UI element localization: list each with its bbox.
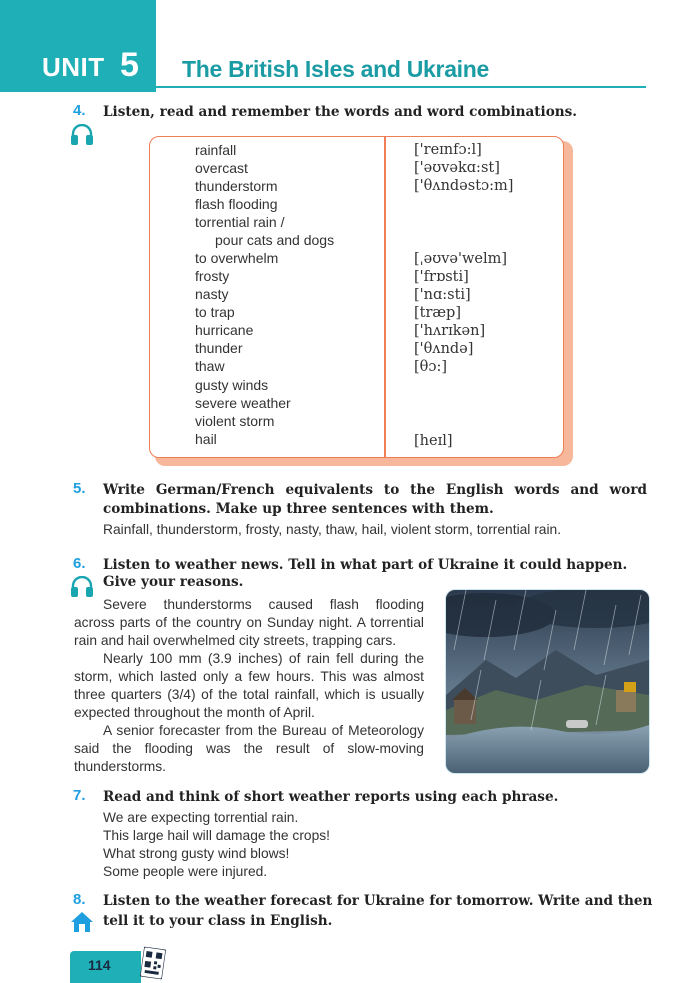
vocab-word: violent storm <box>195 413 275 429</box>
task-4-instruction: Listen, read and remember the words and word combinations. <box>103 104 578 120</box>
vocab-word: torrential rain / <box>195 214 285 230</box>
vocab-transcription: ['frɒsti] <box>414 269 469 285</box>
task-6-number: 6. <box>73 555 86 572</box>
vocab-word: flash flooding <box>195 196 278 212</box>
task-6-instruction-line-2: Give your reasons. <box>103 574 244 590</box>
task-8-instruction-line-2: tell it to your class in English. <box>103 913 333 929</box>
task-5-instruction-line-1: Write German/French equivalents to the English words and word <box>103 482 647 498</box>
vocab-transcription: ['əʊvəkɑ:st] <box>414 160 500 176</box>
home-icon[interactable] <box>70 911 94 933</box>
vocab-word: hurricane <box>195 322 254 338</box>
page-number: 114 <box>88 957 111 973</box>
task-5-number: 5. <box>73 480 86 497</box>
article-line: said the flooding was the result of slow-moving <box>74 741 424 756</box>
page-title: The British Isles and Ukraine <box>182 56 490 82</box>
vocab-word: rainfall <box>195 142 237 158</box>
article-line: rain and hail overwhelmed city streets, trapping cars. <box>74 633 397 648</box>
vocab-word: thunder <box>195 340 243 356</box>
vocab-transcription: [heɪl] <box>414 433 453 449</box>
vocab-word: frosty <box>195 268 230 284</box>
task-7-instruction: Read and think of short weather reports using each phrase. <box>103 789 559 805</box>
phrase-item: What strong gusty wind blows! <box>103 846 290 861</box>
vocab-word: gusty winds <box>195 377 269 393</box>
task-4-number: 4. <box>73 102 86 119</box>
storm-flood-photo <box>445 589 650 774</box>
vocab-word: to overwhelm <box>195 250 279 266</box>
vocab-word: pour cats and dogs <box>215 232 335 248</box>
vocab-transcription: ['hʌrɪkən] <box>414 323 486 339</box>
vocab-divider <box>384 137 386 457</box>
task-5-word-list: Rainfall, thunderstorm, frosty, nasty, thaw, hail, violent storm, torrential rain. <box>103 522 562 537</box>
article-line: expected throughout the month of April. <box>74 705 315 720</box>
headphones-icon[interactable] <box>70 124 94 146</box>
article-line: A senior forecaster from the Bureau of Meteorology <box>103 723 424 738</box>
article-line: Severe thunderstorms caused flash flooding <box>103 597 424 612</box>
unit-label: UNIT <box>42 52 105 82</box>
vocab-transcription: [ˌəʊvə'welm] <box>414 251 508 267</box>
phrase-item: Some people were injured. <box>103 864 268 879</box>
vocab-word: thaw <box>195 358 225 374</box>
task-6-instruction-line-1: Listen to weather news. Tell in what part of Ukraine it could happen. <box>103 557 628 573</box>
article-line: Nearly 100 mm (3.9 inches) of rain fell during the <box>103 651 424 666</box>
task-7-number: 7. <box>73 787 86 804</box>
article-line: across parts of the country on Sunday night. A torrential <box>74 615 424 630</box>
vocab-transcription: ['reɪnfɔ:l] <box>414 142 482 158</box>
article-line: thunderstorms. <box>74 759 167 774</box>
vocab-transcription: ['θʌndə] <box>414 341 474 357</box>
qr-code-icon[interactable] <box>140 947 166 980</box>
vocab-word: overcast <box>195 160 248 176</box>
task-8-instruction-line-1: Listen to the weather forecast for Ukraine for tomorrow. Write and then <box>103 893 653 909</box>
vocab-word: severe weather <box>195 395 291 411</box>
vocab-transcription: [θɔ:] <box>414 359 448 375</box>
unit-number: 5 <box>120 46 139 84</box>
article-line: storm, which lasted only a few hours. This was almost <box>74 669 424 684</box>
title-underline <box>156 86 646 88</box>
phrase-item: This large hail will damage the crops! <box>103 828 330 843</box>
article-line: three quarters (3/4) of the total rainfall, which is usually <box>74 687 424 702</box>
vocab-word: to trap <box>195 304 235 320</box>
vocab-word: nasty <box>195 286 229 302</box>
headphones-icon[interactable] <box>70 576 94 598</box>
vocab-word: thunderstorm <box>195 178 278 194</box>
task-8-number: 8. <box>73 891 86 908</box>
vocab-transcription: [træp] <box>414 305 461 321</box>
vocab-word: hail <box>195 431 217 447</box>
vocab-transcription: ['nɑ:sti] <box>414 287 471 303</box>
task-5-instruction-line-2: combinations. Make up three sentences with them. <box>103 501 494 517</box>
phrase-item: We are expecting torrential rain. <box>103 810 299 825</box>
vocab-transcription: ['θʌndəstɔ:m] <box>414 178 514 194</box>
